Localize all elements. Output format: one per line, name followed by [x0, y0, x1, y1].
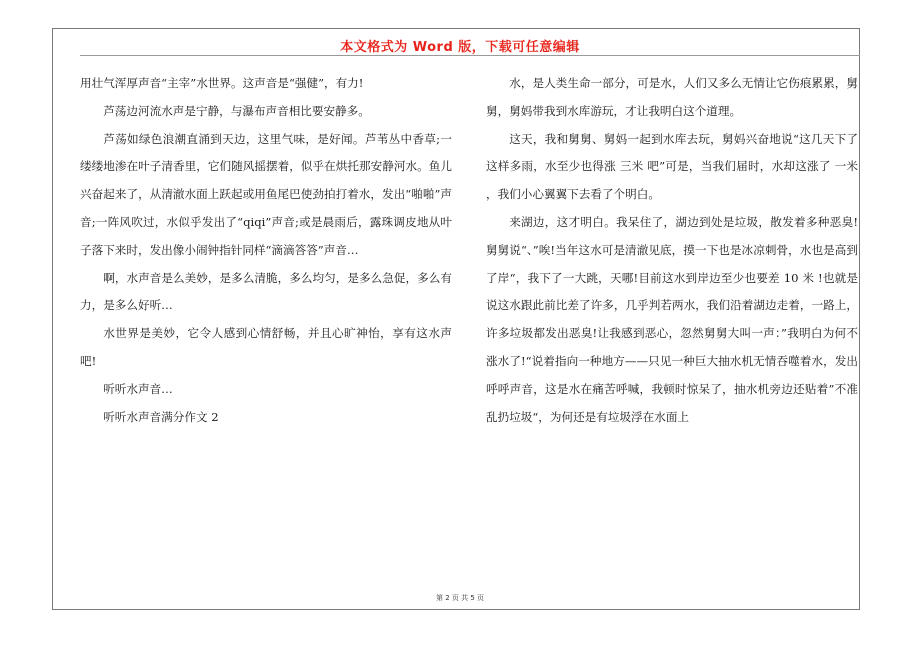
paragraph: 水，是人类生命一部分，可是水，人们又多么无情让它伤痕累累，舅舅，舅妈带我到水库游玩，才让我明白这个道理。: [486, 76, 858, 118]
paragraph: 这天，我和舅舅、舅妈一起到水库去玩，舅妈兴奋地说“这几天下了这样多雨，水至少也得涨 三米 吧”可是，当我们届时，水却这涨了 一米 ，我们小心翼翼下去看了个明白。: [486, 131, 858, 202]
paragraph: 芦荡如绿色浪潮直涌到天边，这里气味，是好闻。芦苇丛中香草;一缕缕地渗在叶子清香里，它们随风摇摆着，似乎在烘托那安静河水。鱼儿兴奋起来了，从清澈水面上跃起或用鱼尾巴使劲拍打着水，发出“啪啪”声音;一阵风吹过，水似乎发出了“qiqi”声音;或是晨雨后，露珠调皮地从叶子落下来时，发出像小闹钟指针同样“滴滴答答”声音…: [80, 131, 452, 257]
paragraph: 用壮气浑厚声音“主宰”水世界。这声音是“强健”，有力!: [80, 76, 364, 90]
paragraph: 来湖边，这才明白。我呆住了，湖边到处是垃圾，散发着多种恶臭!舅舅说“、”唉!当年这水可是清澈见底，摸一下也是冰凉刺骨，水也是高到了岸“，我下了一大跳，天哪!目前这水到岸边至少也要差 10 米 !也就是说这水跟此前比差了许多，几乎判若两水，我们沿着湖边走着，一路上， 许多垃圾都发出恶臭!让我感到恶心，忽然舅舅大叫一声：”我明白为何不涨水了!“说着指向一种地方——只见一种巨大抽水机无情吞噬着水，发出呼呼声音，这是水在痛苦呼喊，我顿时惊呆了，抽水机旁边还贴着”不准乱扔垃圾“，为何还是有垃圾浮在水面上: [486, 214, 858, 424]
paragraph: 芦荡边河流水声是宁静，与瀑布声音相比要安静多。: [103, 103, 370, 118]
paragraph: 水世界是美妙，它令人感到心情舒畅，并且心旷神怡，享有这水声吧!: [80, 326, 452, 368]
paragraph: 听听水声音…: [103, 381, 173, 396]
header-divider: [80, 55, 860, 56]
page-number: 第 2 页 共 5 页: [435, 594, 485, 602]
header-banner: 本文格式为 Word 版，下载可任意编辑: [340, 40, 580, 55]
section-heading: 听听水声音满分作文 2: [103, 409, 219, 424]
left-column: [80, 70, 452, 431]
right-column: [486, 70, 858, 431]
paragraph: 啊，水声音是么美妙，是多么清脆，多么均匀，是多么急促，多么有力，是多么好听…: [80, 270, 452, 313]
